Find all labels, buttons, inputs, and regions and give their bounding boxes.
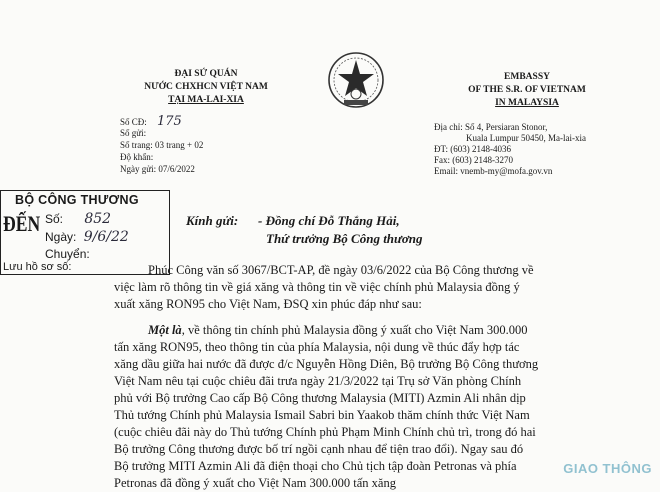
- body-p2-line1-text: , về thông tin chính phủ Malaysia đồng ý xuất cho Việt Nam 300.000: [181, 323, 528, 337]
- body-p2-line7: (cuộc chiêu đãi này do Thủ tướng Chính phủ Phạm Minh Chính chủ trì, trong đó hai: [114, 425, 536, 439]
- stamp-den: ĐẾN: [3, 211, 41, 236]
- address-fax: Fax: (603) 2148-3270: [434, 155, 513, 165]
- recipient-label: Kính gửi:: [186, 213, 239, 228]
- body-p2-line1: [148, 322, 528, 339]
- body-p2-line4: Việt Nam nêu tại cuộc chiêu đãi trưa ngày 21/3/2022 tại Trụ sở Văn phòng Chính: [114, 374, 522, 388]
- recipient-line2: Thứ trưởng Bộ Công thương: [266, 231, 423, 246]
- address-email: Email: vnemb-my@mofa.gov.vn: [434, 166, 553, 176]
- body-p2-line6: Thủ tướng Chính phủ Malaysia Ismail Sabri bin Yaakob thăm chính thức Việt Nam: [114, 408, 530, 422]
- do-khan: Độ khẩn:: [120, 152, 154, 162]
- stamp-ngay: [45, 229, 129, 245]
- address-phone: ĐT: (603) 2148-4036: [434, 144, 512, 154]
- stamp-ngay-value: 9/6/22: [83, 229, 129, 245]
- watermark-logo: GIAO THÔNG: [563, 461, 652, 476]
- body-p2-line3: xăng dầu giữa hai nước đã được đ/c Nguyễn Hồng Diên, Bộ trưởng Bộ Công thương: [114, 357, 539, 371]
- so-cd-value: 175: [157, 114, 182, 129]
- so-trang: Số trang: 03 trang + 02: [120, 140, 204, 150]
- body-p2-line5: phủ với Bộ trưởng Cao cấp Bộ Công thương Malaysia (MITI) Azmin Ali nhân dịp: [114, 391, 526, 405]
- incoming-stamp: [0, 190, 170, 275]
- embassy-vn-line3: TẠI MA-LAI-XIA: [168, 95, 244, 105]
- embassy-vn-line1: ĐẠI SỨ QUÁN: [174, 69, 238, 79]
- embassy-en-line3: IN MALAYSIA: [495, 98, 559, 108]
- so-cd-label: Số CĐ:: [120, 117, 147, 127]
- national-emblem-icon: [326, 50, 386, 112]
- recipient-line1: - Đồng chí Đỗ Thắng Hải,: [258, 213, 400, 228]
- body-p2-line8: Bộ trưởng Công thương được bố trí ngồi cạnh nhau để tiện trao đổi). Ngay sau đó: [114, 442, 524, 456]
- body-p1-line3: xuất xăng RON95 cho Việt Nam, ĐSQ xin phúc đáp như sau:: [114, 297, 422, 311]
- stamp-so: [45, 211, 111, 227]
- stamp-ngay-label: Ngày:: [45, 230, 77, 244]
- so-cd: [120, 114, 182, 129]
- address-block: [434, 122, 586, 177]
- body-p1-line2: việc làm rõ thông tin về giá xăng và thông tin về việc chính phủ Malaysia đồng ý: [114, 280, 520, 294]
- body-p2-line9: Bộ trưởng MITI Azmin Ali đã điện thoại cho Chủ tịch tập đoàn Petronas và phía: [114, 459, 517, 473]
- stamp-so-label: Số:: [45, 212, 64, 226]
- stamp-chuyen: Chuyển:: [45, 247, 90, 261]
- stamp-title: BỘ CÔNG THƯƠNG: [15, 193, 139, 207]
- so-gui: Số gửi:: [120, 128, 147, 138]
- ngay-gui: Ngày gửi: 07/6/2022: [120, 164, 195, 174]
- body-p2-bold: Một là: [148, 323, 182, 337]
- stamp-so-value: 852: [84, 211, 112, 227]
- body-p2-line10: Petronas đã đồng ý xuất cho Việt Nam 300.000 tấn xăng: [114, 476, 396, 490]
- body-p1-line1: Phúc Công văn số 3067/BCT-AP, đề ngày 03/6/2022 của Bộ Công thương về: [148, 263, 534, 277]
- stamp-luu: Lưu hồ sơ số:: [3, 261, 72, 273]
- body-p2-line2: tấn xăng RON95, theo thông tin của phía Malaysia, nội dung về thúc đẩy hợp tác: [114, 340, 520, 354]
- embassy-vn-line2: NƯỚC CHXHCN VIỆT NAM: [144, 82, 268, 92]
- embassy-en-line1: EMBASSY: [504, 72, 550, 82]
- embassy-en-line2: OF THE S.R. OF VIETNAM: [468, 85, 586, 95]
- embassy-en-header: [452, 71, 602, 110]
- embassy-vn-header: [118, 68, 294, 107]
- address-line1: Địa chỉ: Số 4, Persiaran Stonor,: [434, 122, 548, 132]
- address-line2: Kuala Lumpur 50450, Ma-lai-xia: [466, 133, 586, 143]
